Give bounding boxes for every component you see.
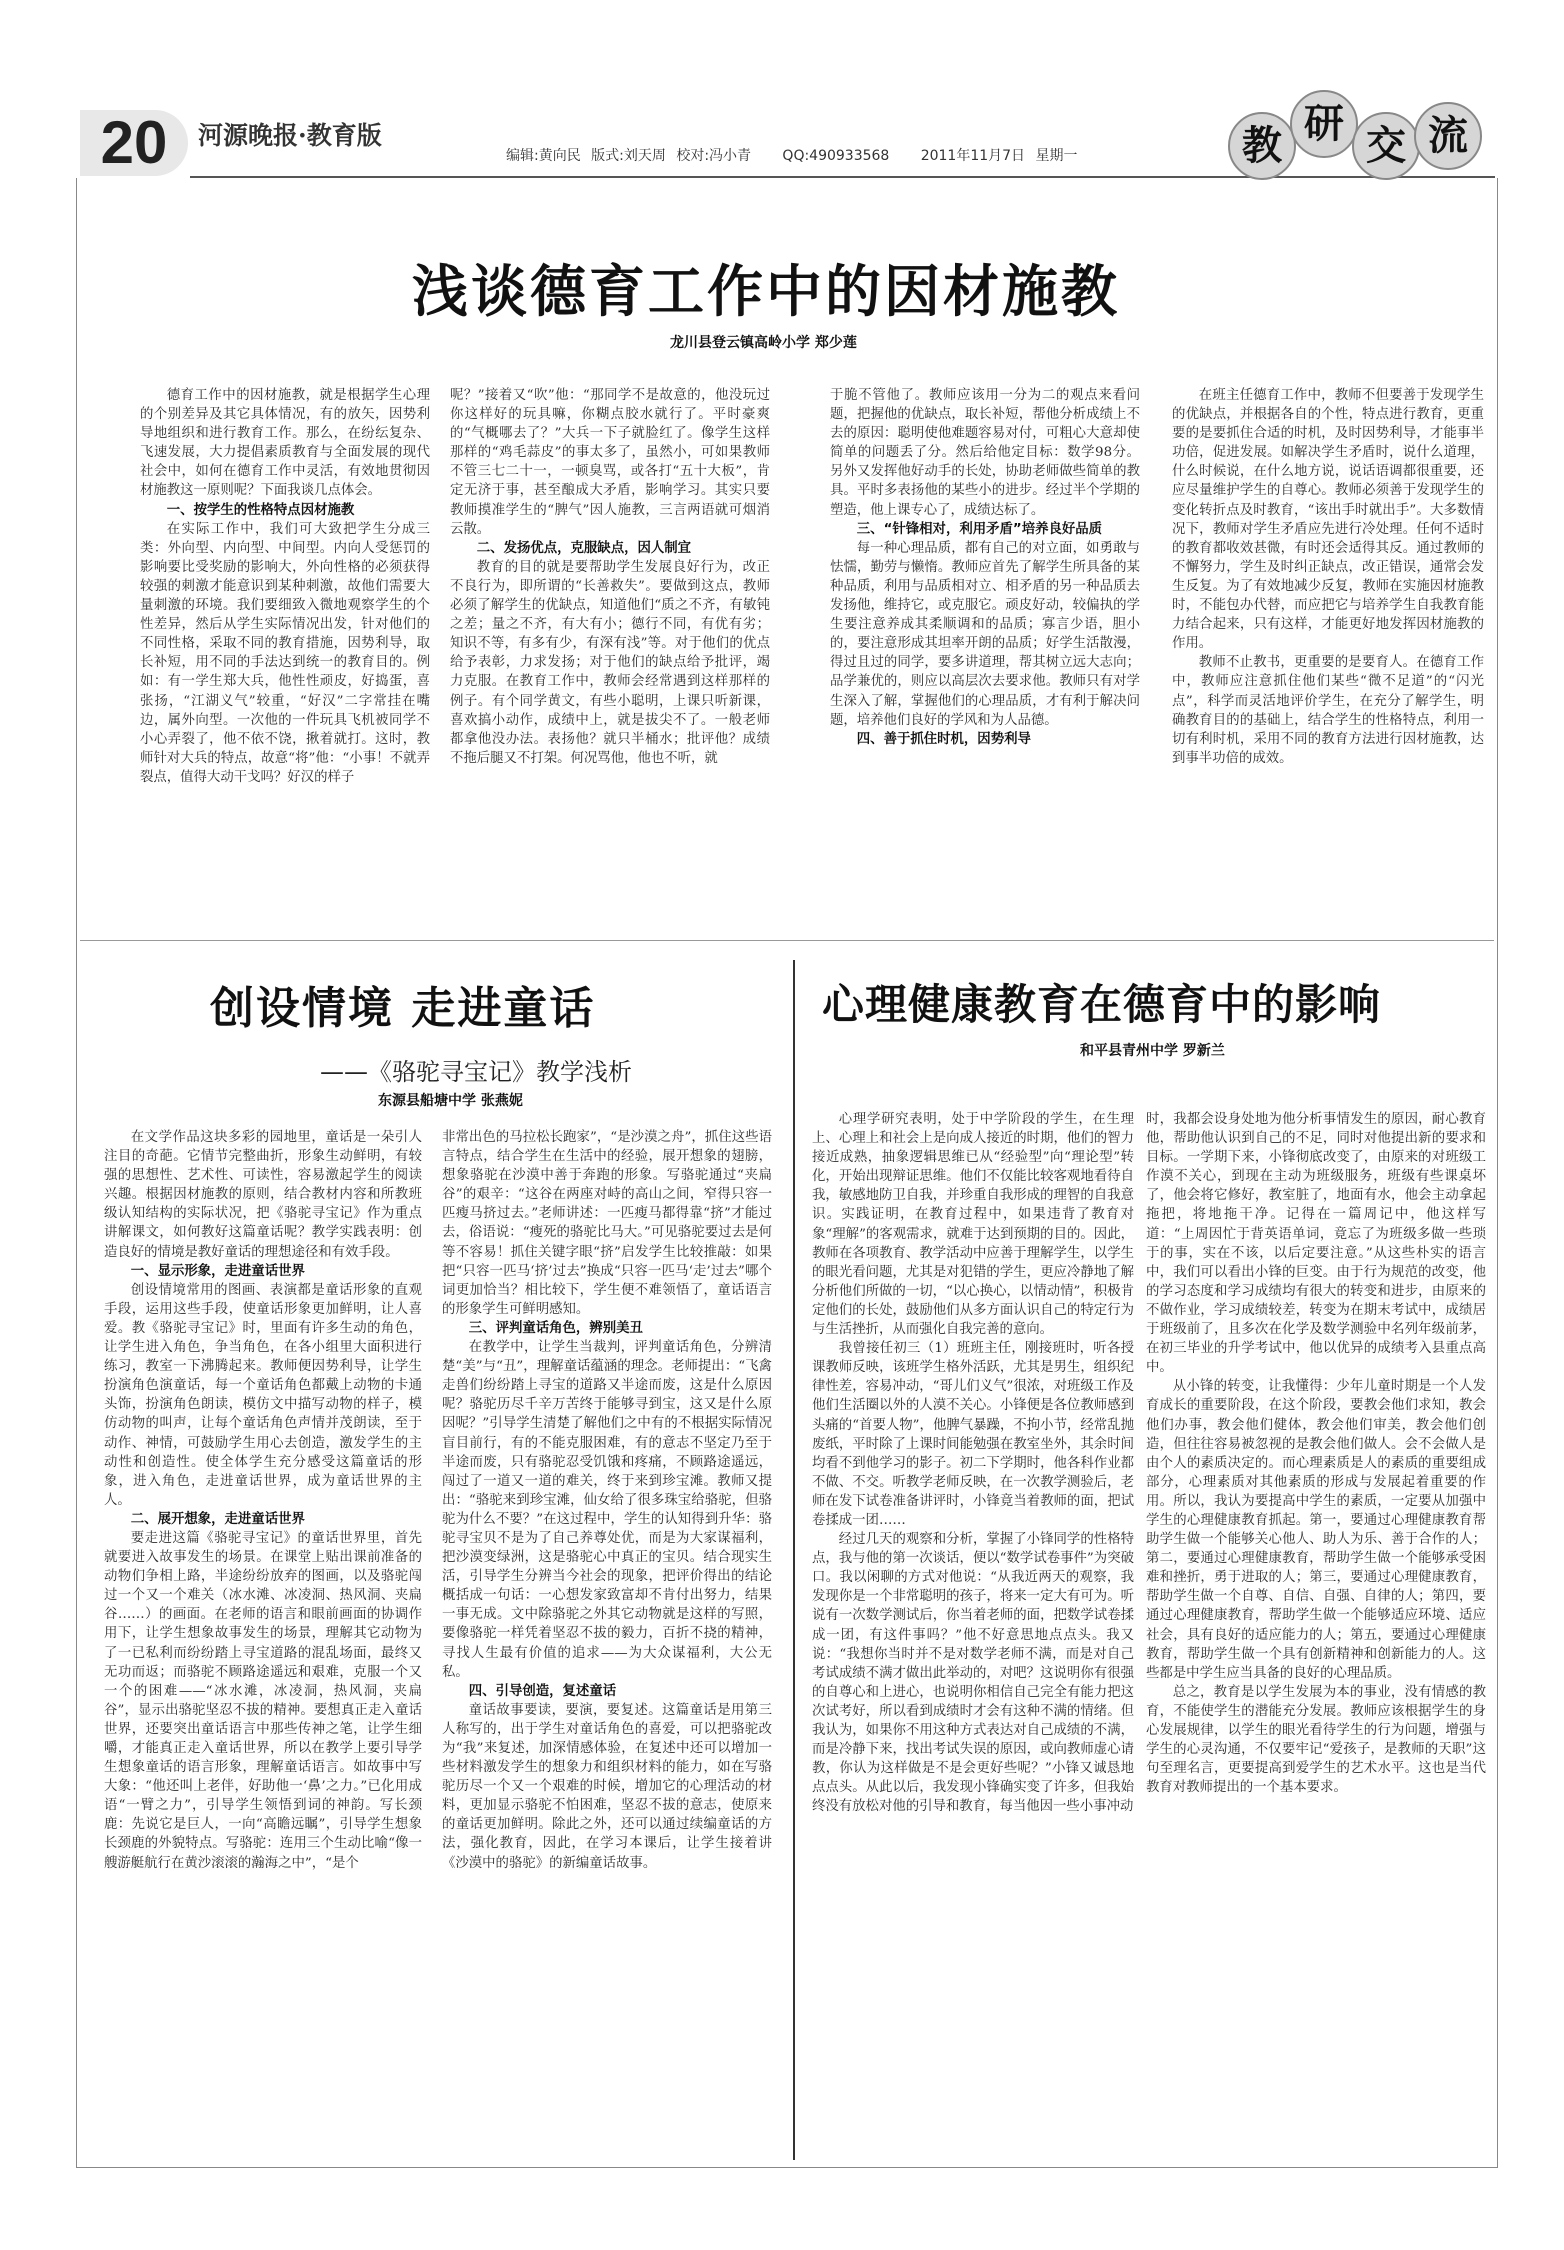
section-heading: 四、善于抓住时机，因势利导 xyxy=(856,731,1031,747)
page-number: 20 xyxy=(80,110,188,176)
issue-date: 2011年11月7日 xyxy=(920,148,1026,164)
section-heading: 一、显示形象，走进童话世界 xyxy=(130,1263,305,1279)
article2-author: 东源县船塘中学 张燕妮 xyxy=(378,1093,523,1109)
paragraph: 要走进这篇《骆驼寻宝记》的童话世界里，首先就要进入故事发生的场景。在课堂上贴出课前准备的动物们争相上路，半途纷纷放弃的图画，以及骆驼闯过一个又一个难关（冰水滩、冰凌洞、热风洞、夹扁谷……）的画面。在老师的语言和眼前画面的协调作用下，让学生想象故事发生的场景，理解其它动物为了一已私利而纷纷踏上寻宝道路的混乱场面，最终又无功而返；而骆驼不顾路途遥远和艰难，克服一个又一个的困难——“冰水滩，冰凌洞，热风洞，夹扁谷”，显示出骆驼坚忍不拔的精神。要想真正走入童话世界，还要突出童话语言中那些传神之笔，让学生细嚼，才能真正走入童话世界，所以在教学上要引导学生想象童话的语言形象，理解童话语言。如故事中写大象：“他还叫上老伴，好助他一‘鼻’之力。”已化用成语“一臂之力”，引导学生领悟到词的神韵。写长颈鹿：先说它是巨人，一向“高瞻远瞩”，引导学生想象长颈鹿的外貌特点。写骆驼：连用三个生动比喻“像一艘游艇航行在黄沙滚滚的瀚海之中”，“是个 xyxy=(104,1530,422,1871)
paragraph: 创设情境常用的图画、表演都是童话形象的直观手段，运用这些手段，使童话形象更加鲜明，让人喜爱。教《骆驼寻宝记》时，里面有许多生动的角色，让学生进入角色，争当角色，在各小组里大面积进行练习，教室一下沸腾起来。教师便因势利导，让学生扮演角色演童话，每一个童话角色都戴上动物的卡通头饰，扮演角色朗读，模仿文中描写动物的样子，模仿动物的叫声，让每个童话角色声情并茂朗读，至于动作、神情，可鼓励学生用心去创造，激发学生的主动性和创造性。使全体学生充分感受这篇童话的形象，进入角色，走进童话世界，成为童话世界的主人。 xyxy=(104,1282,422,1508)
designer-credit: 版式:刘天周 xyxy=(591,148,666,164)
section-heading: 三、评判童话角色，辨别美丑 xyxy=(468,1320,643,1336)
qq-contact: QQ:490933568 xyxy=(782,148,890,164)
issue-weekday: 星期一 xyxy=(1035,148,1078,164)
column-badge-char: 研 xyxy=(1290,90,1358,158)
section-heading: 二、发扬优点，克服缺点，因人制宜 xyxy=(476,540,692,556)
column-badge xyxy=(1228,90,1493,190)
article1-author: 龙川县登云镇高岭小学 郑少莲 xyxy=(670,335,857,351)
article1-column-4 xyxy=(1172,386,1484,921)
article1-column-1 xyxy=(140,386,430,921)
article1-column-3 xyxy=(830,386,1140,921)
article2-column-2 xyxy=(442,1128,772,2158)
article3-title: 心理健康教育在德育中的影响 xyxy=(822,980,1382,1029)
paragraph: 教师不止教书，更重要的是要育人。在德育工作中，教师应注意抓住他们某些“微不足道”的“闪光点”，科学而灵活地评价学生，在充分了解学生，明确教育目的的基础上，结合学生的性格特点，利用一切有利时机，采用不同的教育方法进行因材施教，达到事半功倍的成效。 xyxy=(1172,655,1484,766)
article-separator xyxy=(80,940,1494,941)
article1-title: 浅谈德育工作中的因材施教 xyxy=(412,260,1120,325)
editor-credit: 编辑:黄向民 xyxy=(506,148,581,164)
paragraph: 在实际工作中，我们可大致把学生分成三类：外向型、内向型、中间型。内向人受惩罚的影响要比受奖励的影响大，外向性格的必须获得较强的刺激才能意识到某种刺激，故他们需要大量刺激的环境。我们要细致入微地观察学生的个性差异，然后从学生实际情况出发，针对他们的不同性格，采取不同的教育措施，因势利导，取长补短，用不同的手法达到统一的教育目的。例如：有一学生郑大兵，他性性顽皮，好捣蛋，喜张扬，“江湖义气”较重，“好汉”二字常挂在嘴边，属外向型。一次他的一件玩具飞机被同学不小心弄裂了，他不依不饶，揪着就打。这时，教师针对大兵的特点，故意“将”他：“小事！不就弄裂点，值得大动干戈吗？好汉的样子 xyxy=(140,521,430,785)
article3-author: 和平县青州中学 罗新兰 xyxy=(1080,1043,1225,1059)
column-divider xyxy=(793,960,795,2160)
header-meta xyxy=(506,145,1078,165)
article1-column-2 xyxy=(450,386,770,921)
section-heading: 二、展开想象，走进童话世界 xyxy=(130,1511,305,1527)
paragraph: 从小锋的转变，让我懂得：少年儿童时期是一个人发育成长的重要阶段，在这个阶段，要教会他们求知，教会他们办事，教会他们健体，教会他们审美，教会他们创造，但往往容易被忽视的是教会他们做人。会不会做人是由个人的素质决定的。而心理素质是人的素质的重要组成部分，心理素质对其他素质的形成与发展起着重要的作用。所以，我认为要提高中学生的素质，一定要从加强中学生的心理健康教育抓起。第一，要通过心理健康教育帮助学生做一个能够关心他人、助人为乐、善于合作的人；第二，要通过心理健康教育，帮助学生做一个能够承受困难和挫折，勇于进取的人；第三，要通过心理健康教育，帮助学生做一个自尊、自信、自强、自律的人；第四，要通过心理健康教育，帮助学生做一个能够适应环境、适应社会，具有良好的适应能力的人；第五，要通过心理健康教育，帮助学生做一个具有创新精神和创新能力的人。这些都是中学生应当具备的良好的心理品质。 xyxy=(1146,1379,1486,1681)
article2-subtitle: ——《骆驼寻宝记》教学浅析 xyxy=(320,1058,632,1086)
paragraph: 非常出色的马拉松长跑家”，“是沙漠之舟”，抓住这些语言特点，结合学生在生活中的经验，展开想象的翅膀，想象骆驼在沙漠中善于奔跑的形象。写骆驼通过“夹扁谷”的艰辛：“这谷在两座对峙的高山之间，窄得只容一匹瘦马挤过去。”老师讲述：一匹瘦马都得靠“挤”才能过去，俗语说：“瘦死的骆驼比马大。”可见骆驼要过去是何等不容易！抓住关键字眼“挤”启发学生比较推敲：如果把“只容一匹马‘挤’过去”换成“只容一匹马‘走’过去”哪个词更加恰当？相比较下，学生便不难领悟了，童话语言的形象学生可鲜明感知。 xyxy=(442,1130,772,1317)
paragraph: 在教学中，让学生当裁判，评判童话角色，分辨清楚“美”与“丑”，理解童话蕴涵的理念。老师提出：“飞禽走兽们纷纷踏上寻宝的道路又半途而废，这是什么原因呢？骆驼历尽千辛万苦终于能够寻到宝，这又是什么原因呢？”引导学生清楚了解他们之中有的不根据实际情况盲目前行，有的不能克服困难，有的意志不坚定乃至于半途而废，只有骆驼忍受饥饿和疼痛，不顾路途遥远，闯过了一道又一道的难关，终于来到珍宝滩。教师又提出：“骆驼来到珍宝滩，仙女给了很多珠宝给骆驼，但骆驼为什么不要？”在这过程中，学生的认知得到升华：骆驼寻宝贝不是为了自己养尊处优，而是为大家谋福利，把沙漠变绿洲，这是骆驼心中真正的宝贝。结合现实生活，引导学生分辨当今社会的现象，把评价得出的结论概括成一句话：一心想发家致富却不肯付出努力，结果一事无成。文中除骆驼之外其它动物就是这样的写照，要像骆驼一样凭着坚忍不拔的毅力，百折不挠的精神，寻找人生最有价值的追求——为大众谋福利，大公无私。 xyxy=(442,1340,772,1680)
paragraph: 在班主任德育工作中，教师不但要善于发现学生的优缺点，并根据各自的个性，特点进行教育，更重要的是要抓住合适的时机，及时因势利导，才能事半功倍，促进发展。如解决学生矛盾时，说什么道理，什么时候说，在什么地方说，说话语调都很重要，还应尽量维护学生的自尊心。教师必须善于发现学生的变化转折点及时教育，“该出手时就出手”。大多数情况下，教师对学生矛盾应先进行冷处理。任何不适时的教育都收效甚微，有时还会适得其反。通过教师的不懈努力，学生及时纠正缺点，改正错误，通常会发生反复。为了有效地减少反复，教师在实施因材施教时，不能包办代替，而应把它与培养学生自我教育能力结合起来，只有这样，才能更好地发挥因材施教的作用。 xyxy=(1172,388,1484,652)
paragraph: 德育工作中的因材施教，就是根据学生心理的个别差异及其它具体情况，有的放矢，因势利导地组织和进行教育工作。那么，在纷纭复杂、飞速发展，大力提倡素质教育与全面发展的现代社会中，如何在德育工作中灵活，有效地贯彻因材施教这一原则呢？下面我谈几点体会。 xyxy=(140,388,430,499)
paragraph: 呢？”接着又“吹”他：“那同学不是故意的，他没玩过你这样好的玩具嘛，你糊点胶水就行了。平时豪爽的“气概哪去了？”大兵一下子就脸红了。像学生这样那样的“鸡毛蒜皮”的事太多了，虽然小，可如果教师不管三七二十一，一顿臭骂，或各打“五十大板”，肯定无济于事，甚至酿成大矛盾，影响学习。其实只要教师摸准学生的“脾气”因人施教，三言两语就可烟消云散。 xyxy=(450,388,770,537)
column-badge-char: 教 xyxy=(1228,112,1296,180)
section-heading: 三、“针锋相对，利用矛盾”培养良好品质 xyxy=(856,521,1103,537)
column-badge-char: 交 xyxy=(1352,112,1420,180)
paragraph: 总之，教育是以学生发展为本的事业，没有情感的教育，不能使学生的潜能充分发展。教师应该根据学生的身心发展规律，以学生的眼光看待学生的行为问题，增强与学生的心灵沟通，不仅要牢记“爱孩子，是教师的天职”这句至理名言，更要提高到爱学生的艺术水平。这也是当代教育对教师提出的一个基本要求。 xyxy=(1146,1684,1486,1796)
paragraph: 教育的目的就是要帮助学生发展良好行为，改正不良行为，即所谓的“长善救失”。要做到这点，教师必须了解学生的优缺点，知道他们“质之不齐，有敏钝之差；量之不齐，有大有小；德行不同，有优有劣；知识不等，有多有少，有深有浅”等。对于他们的优点给予表彰，力求发扬；对于他们的缺点给予批评，竭力克服。在教育工作中，教师会经常遇到这样那样的例子。有个同学黄文，有些小聪明，上课只听新课，喜欢搞小动作，成绩中上，就是拔尖不了。一般老师都拿他没办法。表扬他？就只半桶水；批评他？成绩不拖后腿又不打架。何况骂他，他也不听，就 xyxy=(450,559,770,766)
article2-column-1 xyxy=(104,1128,422,2158)
column-badge-char: 流 xyxy=(1414,102,1482,170)
paragraph: 经过几天的观察和分析，掌握了小锋同学的性格特点，我与他的第一次谈话，便以“数学试卷事件”为突破口。我以闲聊的方式对他说：“从我近两天的观察，我发现你是一个非常聪明的孩子，将来一定大有可为。听说有一次数学测试后，你当着老师的面，把数学试卷揉成一团，有这件事吗？”他不好意思地点点头。我又说：“我想你当时并不是对数学老师不满，而是对自己考试成绩不满才做出此举动的，对吧？这说明你有很强的自尊心和上进心，也说明你相信自己完全有能力把这次试考好，所以看到成绩时才会有这种不满的情绪。但我认为，如果你不用这种方式表达对自己成绩的不满，而是冷静下来，找出考试失误的原因，或向教师虚心请教，你认为这样做是不是会更好些呢？”小锋又诚恳地点点头。从此以后，我发现小锋确实变了许多，但我始终没有放松对他的引导和教育，每当他因一些小事冲动 xyxy=(812,1532,1134,1815)
paragraph: 童话故事要读，要演，要复述。这篇童话是用第三人称写的，出于学生对童话角色的喜爱，可以把骆驼改为“我”来复述，加深情感体验，在复述中还可以增加一些材料激发学生的想象力和组织材料的能力，如在写骆驼历尽一个又一个艰难的时候，增加它的心理活动的材料，更加显示骆驼不怕困难，坚忍不拔的意志，使原来的童话更加鲜明。除此之外，还可以通过续编童话的方法，强化教育，因此，在学习本课后，让学生接着讲《沙漠中的骆驼》的新编童话故事。 xyxy=(442,1702,772,1871)
paragraph: 于脆不管他了。教师应该用一分为二的观点来看问题，把握他的优缺点，取长补短，帮他分析成绩上不去的原因：聪明使他难题容易对付，可粗心大意却使简单的问题丢了分。然后给他定目标：数学98分。另外又发挥他好动手的长处，协助老师做些简单的教具。平时多表扬他的某些小的进步。经过半个学期的塑造，他上课专心了，成绩达标了。 xyxy=(830,388,1140,518)
newspaper-logo: 河源晚报·教育版 xyxy=(198,121,382,150)
section-heading: 四、引导创造，复述童话 xyxy=(468,1683,617,1699)
proofreader-credit: 校对:冯小青 xyxy=(676,148,752,164)
paragraph: 在文学作品这块多彩的园地里，童话是一朵引人注目的奇葩。它情节完整曲折，形象生动鲜明，有较强的思想性、艺术性、可读性，容易激起学生的阅读兴趣。根据因材施教的原则，结合教材内容和所教班级认知结构的实际状况，把《骆驼寻宝记》作为重点讲解课文，如何教好这篇童话呢？教学实践表明：创造良好的情境是教好童话的理想途径和有效手段。 xyxy=(104,1130,422,1260)
paragraph: 我曾接任初三（1）班班主任，刚接班时，听各授课教师反映，该班学生格外活跃，尤其是男生，组织纪律性差，容易冲动，“哥儿们义气”很浓，对班级工作及他们生活圈以外的人漠不关心。小锋便是各位教师感到头痛的“首要人物”，他脾气暴躁，不拘小节，经常乱抛废纸，平时除了上课时间能勉强在教室坐外，其余时间均看不到他学习的影子。初二下学期时，他各科作业都不做、不交。听教学老师反映，在一次教学测验后，老师在发下试卷准备讲评时，小锋竟当着教师的面，把试卷揉成一团…… xyxy=(812,1341,1134,1528)
article3-column-2 xyxy=(1146,1110,1486,2160)
section-heading: 一、按学生的性格特点因材施教 xyxy=(166,502,355,518)
article2-title: 创设情境 走进童话 xyxy=(210,983,596,1034)
article3-column-1 xyxy=(812,1110,1134,2160)
paragraph: 每一种心理品质，都有自己的对立面，如勇敢与怯懦，勤劳与懒惰。教师应首先了解学生所具备的某种品质，利用与品质相对立、相矛盾的另一种品质去发扬他，维持它，或克服它。顽皮好动，较偏执的学生要注意养成其柔顺调和的品质；寡言少语，胆小的，要注意形成其坦率开朗的品质；好学生活散漫，得过且过的同学，要多讲道理，帮其树立远大志向；品学兼优的，则应以高层次去要求他。教师只有对学生深入了解，掌握他们的心理品质，才有利于解决问题，培养他们良好的学风和为人品德。 xyxy=(830,540,1140,728)
paragraph: 时，我都会设身处地为他分析事情发生的原因，耐心教育他，帮助他认识到自己的不足，同时对他提出新的要求和目标。一学期下来，小锋彻底改变了，由原来的对班级工作漠不关心，到现在主动为班级服务，班级有些课桌坏了，他会将它修好，教室脏了，地面有水，他会主动拿起拖把，将地拖干净。记得在一篇周记中，他这样写道：“上周因忙于背英语单词，竟忘了为班级多做一些琐于的事，实在不该，以后定要注意。”从这些朴实的语言中，我们可以看出小锋的巨变。由于行为规范的改变，他的学习态度和学习成绩均有很大的转变和进步，由原来的不做作业，学习成绩较差，转变为在期末考试中，成绩居于班级前了，且多次在化学及数学测验中名列年级前茅，在初三毕业的升学考试中，他以优异的成绩考入县重点高中。 xyxy=(1146,1112,1486,1376)
paragraph: 心理学研究表明，处于中学阶段的学生，在生理上、心理上和社会上是向成人接近的时期，他们的智力接近成熟，抽象逻辑思维已从“经验型”向“理论型”转化，开始出现辩证思维。他们不仅能比较客观地看待自我，敏感地防卫自我，并珍重自我形成的理智的自我意识。实践证明，在教育过程中，如果违背了教育对象“理解”的客观需求，就难于达到预期的目的。因此，教师在各项教育、教学活动中应善于理解学生，以学生的眼光看问题，尤其是对犯错的学生，更应冷静地了解分析他们所做的一切，“以心换心，以情动情”，积极肯定他们的长处，鼓励他们从多方面认识自己的特定行为与生活挫折，从而强化自我完善的意向。 xyxy=(812,1112,1134,1338)
